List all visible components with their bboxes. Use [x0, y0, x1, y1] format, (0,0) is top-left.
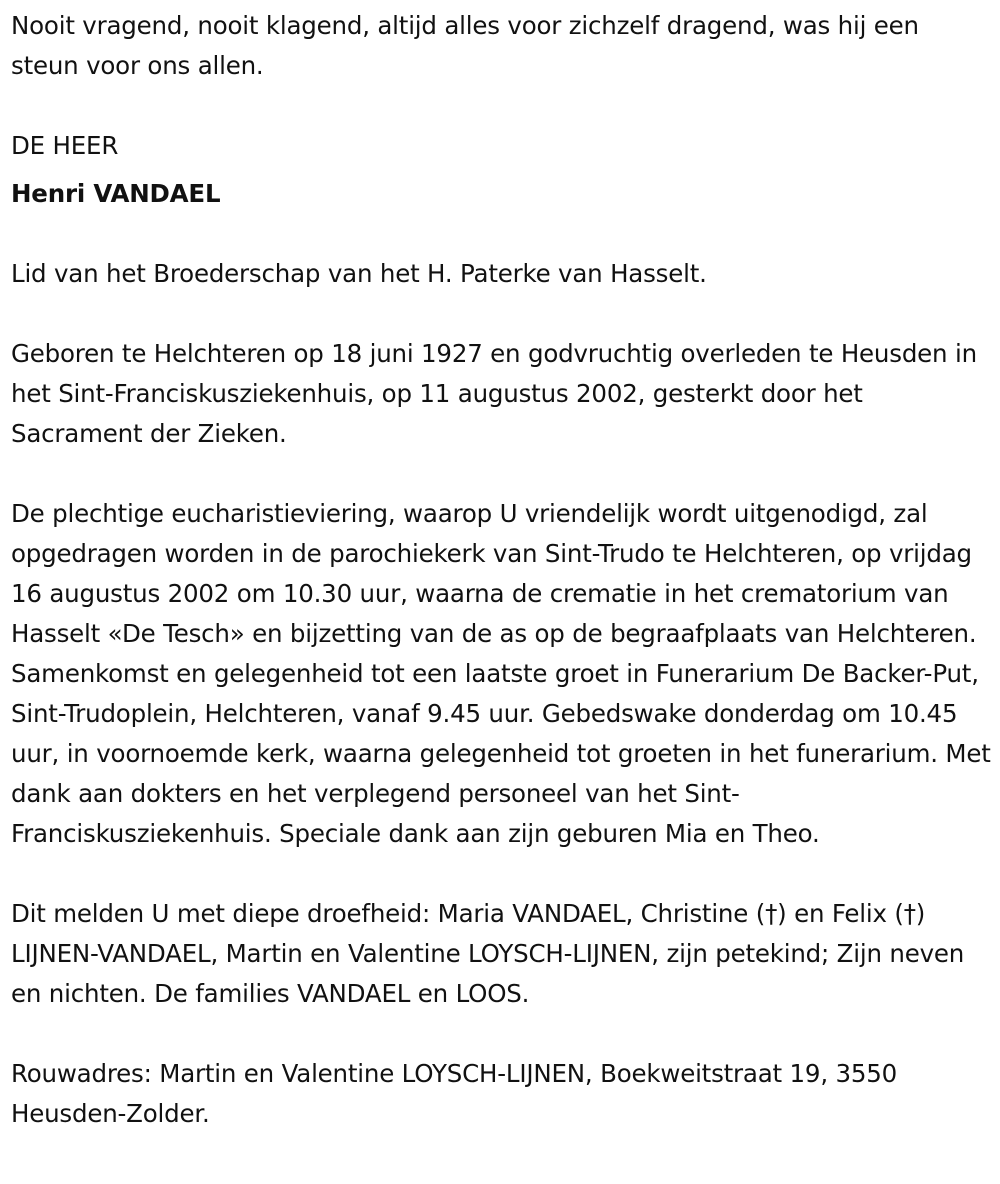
- motto-section: [11, 6, 991, 86]
- family-section: [11, 894, 991, 1014]
- address-section: [11, 1054, 991, 1134]
- ceremony-section: [11, 494, 991, 854]
- birth-death-section: [11, 334, 991, 454]
- motto-text: Nooit vragend, nooit klagend, altijd alles voor zichzelf dragend, was hij een steun voor ons allen.: [11, 11, 919, 80]
- membership-text: Lid van het Broederschap van het H. Paterke van Hasselt.: [11, 259, 707, 288]
- honorific-title: DE HEER: [11, 131, 119, 160]
- birth-death-text: Geboren te Helchteren op 18 juni 1927 en godvruchtig overleden te Heusden in het Sint-Franciskusziekenhuis, op 11 augustus 2002, gesterkt door het Sacrament der Zieken.: [11, 339, 977, 448]
- family-text: Dit melden U met diepe droefheid: Maria VANDAEL, Christine (†) en Felix (†) LIJNEN-VANDAEL, Martin en Valentine LOYSCH-LIJNEN, zijn petekind; Zijn neven en nichten. De families VANDAEL en LOOS.: [11, 899, 965, 1008]
- ceremony-text: De plechtige eucharistieviering, waarop U vriendelijk wordt uitgenodigd, zal opgedragen worden in de parochiekerk van Sint-Trudo te Helchteren, op vrijdag 16 augustus 2002 om 10.30 uur, waarna de crematie in het crematorium van Hasselt «De Tesch» en bijzetting van de as op de begraafplaats van Helchteren. Samenkomst en gelegenheid tot een laatste groet in Funerarium De Backer-Put, Sint-Trudoplein, Helchteren, vanaf 9.45 uur. Gebedswake donderdag om 10.45 uur, in voornoemde kerk, waarna gelegenheid tot groeten in het funerarium. Met dank aan dokters en het verplegend personeel van het Sint-Franciskusziekenhuis. Speciale dank aan zijn geburen Mia en Theo.: [11, 499, 991, 848]
- deceased-section: [11, 126, 991, 214]
- obituary-notice: [11, 6, 991, 1174]
- membership-section: [11, 254, 991, 294]
- address-text: Rouwadres: Martin en Valentine LOYSCH-LIJNEN, Boekweitstraat 19, 3550 Heusden-Zolder.: [11, 1059, 898, 1128]
- deceased-name: Henri VANDAEL: [11, 179, 221, 208]
